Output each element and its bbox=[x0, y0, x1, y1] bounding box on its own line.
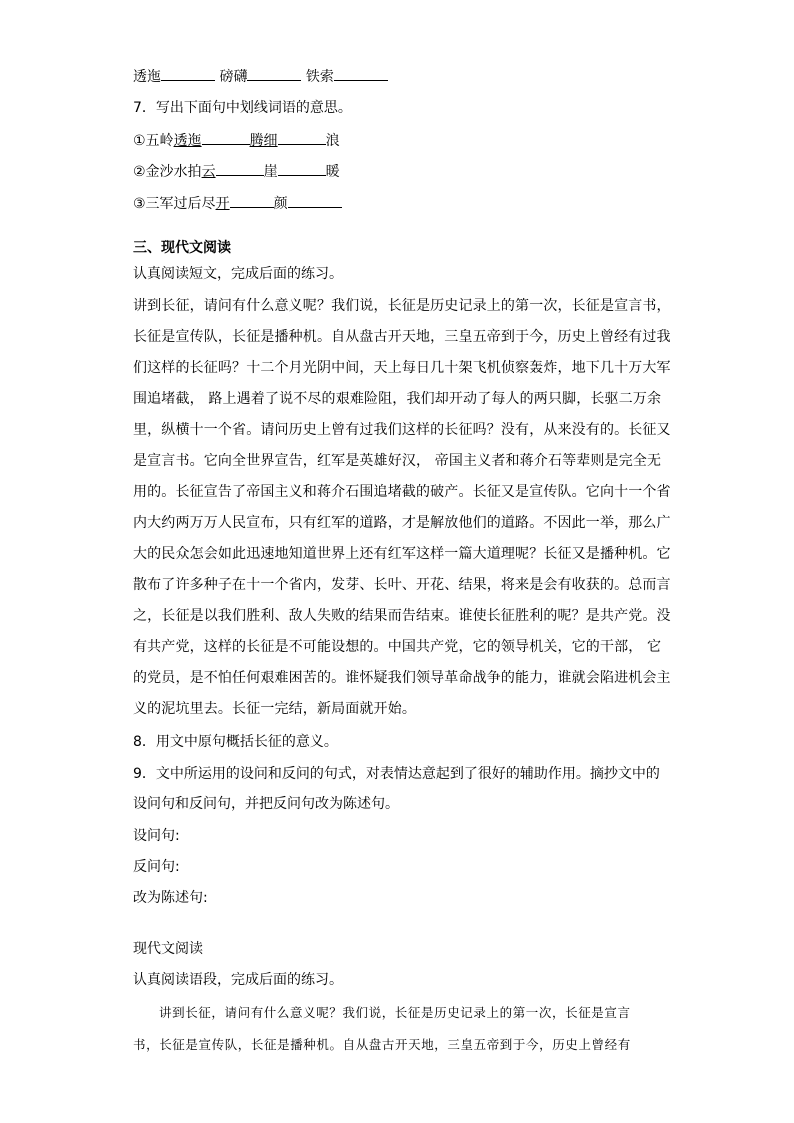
passage-line: 散布了许多种子在十一个省内，发芽、长叶、开花、结果，将来是会有收获的。总而言 bbox=[133, 577, 671, 593]
q7-item-2: ②金沙水拍云 崖 暖 bbox=[133, 161, 340, 182]
passage-line: 是宣言书。它向全世界宣告，红军是英雄好汉， 帝国主义者和蒋介石等辈则是完全无 bbox=[133, 453, 662, 469]
vocab-blank-3[interactable] bbox=[334, 66, 388, 81]
passage-line: 大的民众怎会如此迅速地知道世界上还有红军这样一篇大道理呢？长征又是播种机。它 bbox=[133, 546, 671, 562]
answer-label-rhetorical: 设问句: bbox=[133, 828, 180, 844]
answer-blank[interactable] bbox=[278, 130, 326, 145]
passage-line: 的党员，是不怕任何艰难困苦的。谁怀疑我们领导革命战争的能力，谁就会陷进机会主 bbox=[133, 670, 671, 686]
vocab-blank-1[interactable] bbox=[161, 66, 215, 81]
section2-instruction: 认真阅读语段，完成后面的练习。 bbox=[133, 972, 343, 988]
section2-passage-line: 讲到长征，请问有什么意义呢？我们说，长征是历史记录上的第一次，长征是宣言 bbox=[159, 1005, 631, 1020]
answer-blank[interactable] bbox=[278, 161, 326, 176]
answer-blank[interactable] bbox=[216, 161, 264, 176]
answer-blank[interactable] bbox=[202, 130, 250, 145]
passage-line: 里，纵横十一个省。请问历史上曾有过我们这样的长征吗？没有，从来没有的。长征又 bbox=[133, 422, 671, 438]
question-8: 8．用文中原句概括长征的意义。 bbox=[133, 734, 338, 750]
answer-label-declarative: 改为陈述句: bbox=[133, 890, 208, 906]
underlined-word: 腾细 bbox=[249, 133, 278, 149]
section2-passage-line: 书，长征是宣传队，长征是播种机。自从盘古开天地，三皇五帝到于今，历史上曾经有 bbox=[133, 1037, 631, 1052]
passage-line: 长征是宣传队，长征是播种机。自从盘古开天地，三皇五帝到于今，历史上曾经有过我 bbox=[133, 329, 671, 345]
underlined-word: 开 bbox=[215, 196, 230, 212]
passage-line: 义的泥坑里去。长征一完结，新局面就开始。 bbox=[133, 701, 416, 717]
answer-blank[interactable] bbox=[288, 193, 342, 208]
passage-line: 用的。长征宣告了帝国主义和蒋介石围追堵截的破产。长征又是宣传队。它向十一个省 bbox=[133, 484, 671, 500]
vocab-blank-2[interactable] bbox=[247, 66, 301, 81]
reading-passage bbox=[133, 291, 671, 725]
q7-item-1: ①五岭透迤 腾细 浪 bbox=[133, 130, 340, 151]
section2-heading: 现代文阅读 bbox=[133, 941, 203, 957]
underlined-word: 云 bbox=[201, 164, 216, 180]
passage-line: 们这样的长征吗？十二个月光阴中间，天上每日几十架飞机侦察轰炸，地下几十万大军 bbox=[133, 360, 671, 376]
vocab-word-1: 透迤 bbox=[133, 69, 161, 85]
vocab-word-3: 铁索 bbox=[305, 69, 334, 85]
passage-line: 围追堵截， 路上遇着了说不尽的艰难险阻，我们却开动了每人的两只脚，长驱二万余 bbox=[133, 391, 662, 407]
section-instruction: 认真阅读短文，完成后面的练习。 bbox=[133, 266, 343, 282]
answer-blank[interactable] bbox=[230, 193, 274, 208]
passage-line: 讲到长征，请问有什么意义呢？我们说，长征是历史记录上的第一次，长征是宣言书， bbox=[133, 298, 671, 314]
answer-label-reverse: 反问句: bbox=[133, 859, 180, 875]
question-7: 7．写出下面句中划线词语的意思。 bbox=[133, 100, 352, 116]
passage-line: 内大约两万万人民宣布，只有红军的道路，才是解放他们的道路。不因此一举，那么广 bbox=[133, 515, 671, 531]
underlined-word: 透迤 bbox=[173, 133, 202, 149]
vocab-word-2: 磅礴 bbox=[219, 69, 248, 85]
passage-line: 有共产党，这样的长征是不可能设想的。中国共产党，它的领导机关，它的干部， 它 bbox=[133, 639, 662, 655]
q7-item-3: ③三军过后尽开 颜 bbox=[133, 193, 342, 214]
section-heading: 三、现代文阅读 bbox=[133, 240, 231, 256]
question-9-line-1: 9．文中所运用的设问和反问的句式，对表情达意起到了很好的辅助作用。摘抄文中的 bbox=[133, 766, 660, 782]
question-9-line-2: 设问句和反问句，并把反问句改为陈述句。 bbox=[133, 796, 399, 812]
vocab-line bbox=[133, 66, 388, 87]
passage-line: 之，长征是以我们胜利、敌人失败的结果而告结束。谁使长征胜利的呢？是共产党。没 bbox=[133, 608, 671, 624]
